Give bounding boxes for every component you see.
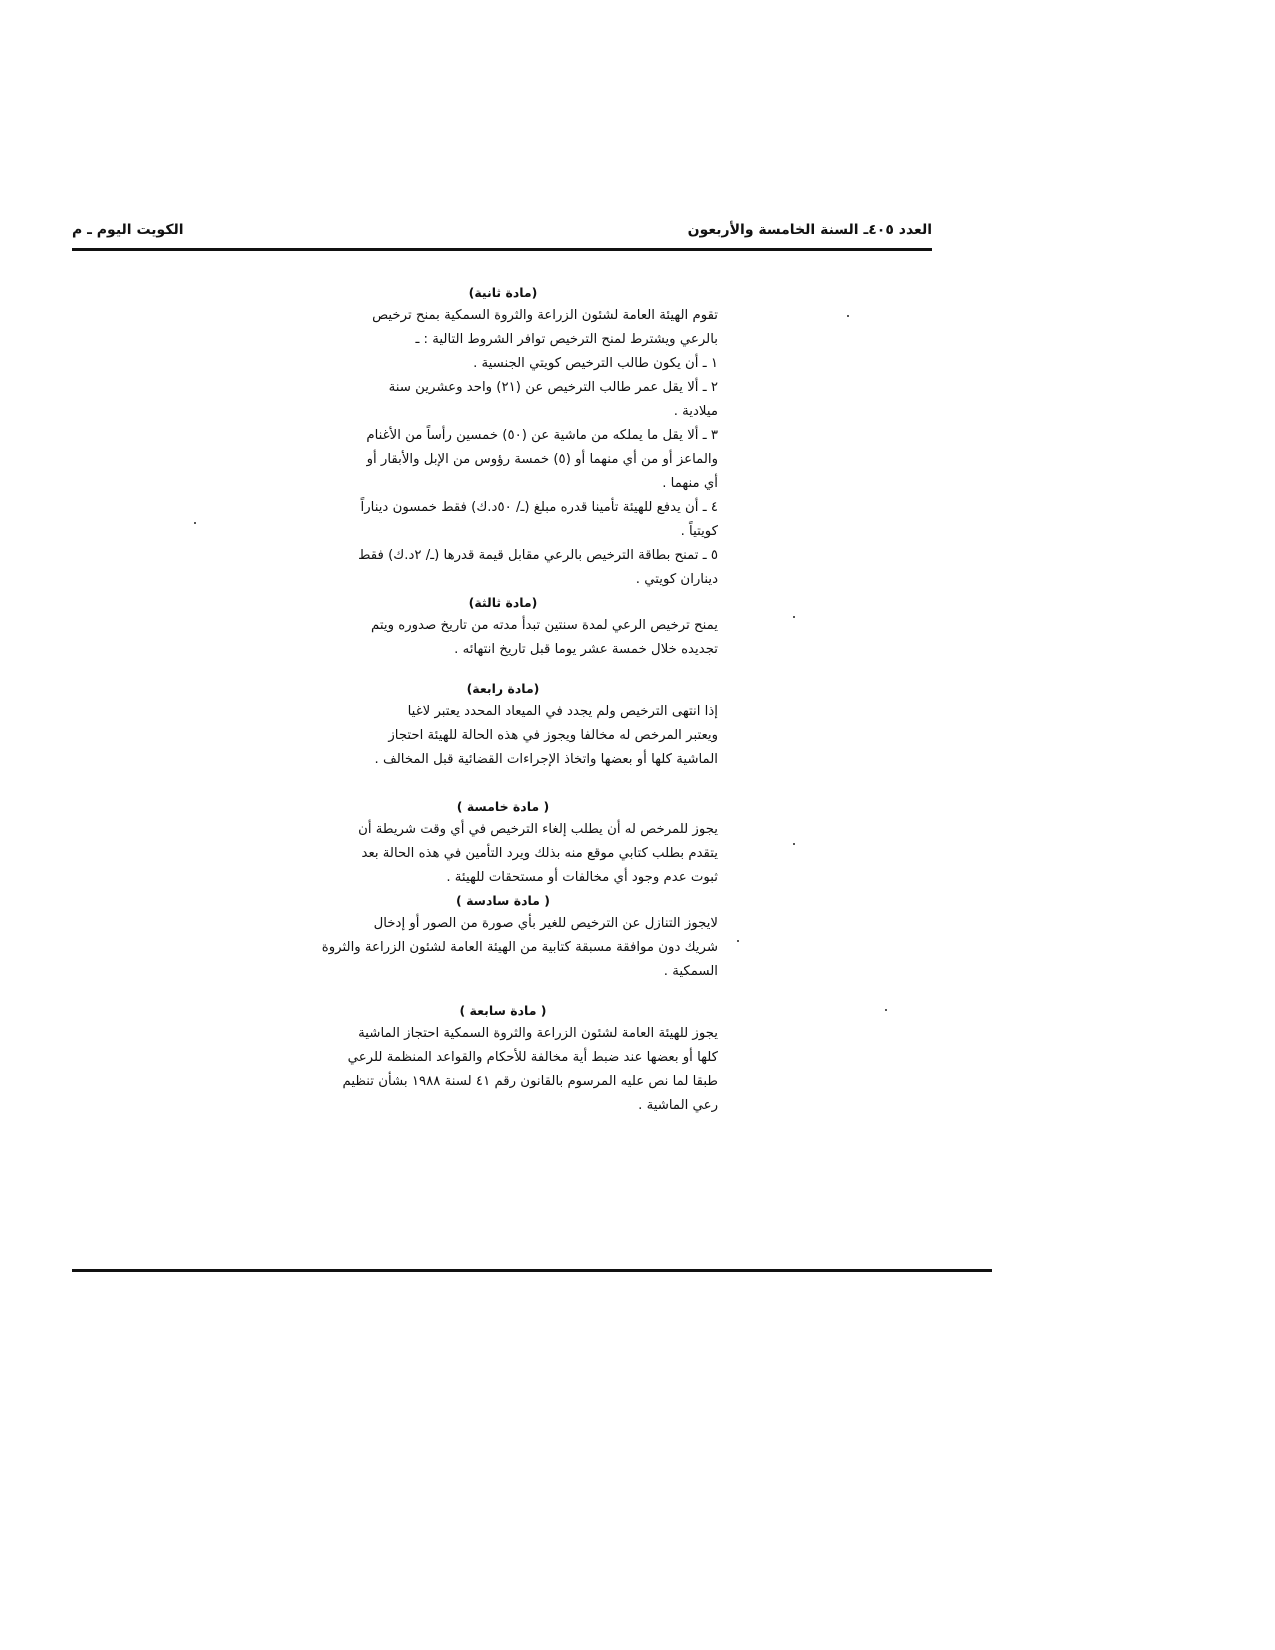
text-line: رعي الماشية .	[638, 1098, 718, 1113]
scan-speck	[793, 843, 795, 845]
issue-number: العدد ٤٠٥ـ السنة الخامسة والأربعون	[687, 222, 932, 238]
text-line: طبقا لما نص عليه المرسوم بالقانون رقم ٤١ لسنة ١٩٨٨ بشأن تنظيم	[342, 1074, 718, 1089]
text-line: يمنح ترخيص الرعي لمدة سنتين تبدأ مدته من تاريخ صدوره ويتم	[371, 618, 718, 633]
article-fifth	[288, 796, 718, 890]
condition-item: ٤ ـ أن يدفع للهيئة تأمينا قدره مبلغ (ـ/ ٥٠د.ك) فقط خمسون ديناراً	[360, 500, 718, 515]
text-line: ثبوت عدم وجود أي مخالفات أو مستحقات للهيئة .	[446, 870, 718, 885]
text-line: تجديده خلال خمسة عشر يوما قبل تاريخ انتهائه .	[454, 642, 718, 657]
text-line: كويتياً .	[680, 524, 718, 539]
text-line: لايجوز التنازل عن الترخيص للغير بأي صورة من الصور أو إدخال	[373, 916, 718, 931]
text-line: أي منهما .	[662, 476, 718, 491]
scan-speck	[847, 315, 849, 317]
text-line: إذا انتهى الترخيص ولم يجدد في الميعاد المحدد يعتبر لاغيا	[407, 704, 718, 719]
text-line: كلها أو بعضها عند ضبط أية مخالفة للأحكام والقواعد المنظمة للرعي	[347, 1050, 718, 1065]
scan-speck	[885, 1009, 887, 1011]
article-third	[288, 592, 718, 662]
text-line: والماعز أو من أي منهما أو (٥) خمسة رؤوس من الإبل والأبقار أو	[366, 452, 718, 467]
text-line: ديناران كويتي .	[635, 572, 718, 587]
article-title: (مادة ثالثة)	[468, 595, 538, 610]
article-seventh	[288, 1000, 718, 1118]
scan-speck	[737, 940, 739, 942]
condition-item: ١ ـ أن يكون طالب الترخيص كويتي الجنسية .	[473, 356, 718, 371]
page-header	[72, 222, 932, 251]
condition-item: ٥ ـ تمنح بطاقة الترخيص بالرعي مقابل قيمة قدرها (ـ/ ٢د.ك) فقط	[358, 548, 718, 563]
document-body	[288, 282, 718, 1118]
footer-rule	[72, 1269, 992, 1272]
article-title: (مادة ثانية)	[468, 285, 538, 300]
article-title: (مادة رابعة)	[466, 681, 540, 696]
text-line: الماشية كلها أو بعضها واتخاذ الإجراءات القضائية قبل المخالف .	[374, 752, 718, 767]
text-line: بالرعي ويشترط لمنح الترخيص توافر الشروط التالية : ـ	[415, 332, 718, 347]
text-line: يجوز للمرخص له أن يطلب إلغاء الترخيص في أي وقت شريطة أن	[358, 822, 718, 837]
article-fourth	[288, 678, 718, 772]
article-title: ( مادة خامسة )	[456, 799, 550, 814]
condition-item: ٢ ـ ألا يقل عمر طالب الترخيص عن (٢١) واحد وعشرين سنة	[388, 380, 718, 395]
condition-item: ٣ ـ ألا يقل ما يملكه من ماشية عن (٥٠) خمسين رأساً من الأغنام	[366, 428, 718, 443]
article-sixth	[288, 890, 718, 984]
text-line: يتقدم بطلب كتابي موقع منه بذلك ويرد التأمين في هذه الحالة بعد	[361, 846, 718, 861]
text-line: السمكية .	[663, 964, 718, 979]
text-line: ميلادية .	[673, 404, 718, 419]
text-line: تقوم الهيئة العامة لشئون الزراعة والثروة السمكية بمنح ترخيص	[372, 308, 718, 323]
scan-speck	[793, 616, 795, 618]
article-title: ( مادة سادسة )	[456, 893, 550, 908]
text-line: يجوز للهيئة العامة لشئون الزراعة والثروة السمكية احتجاز الماشية	[358, 1026, 718, 1041]
article-title: ( مادة سابعة )	[459, 1003, 547, 1018]
scan-speck	[194, 522, 196, 524]
text-line: ويعتبر المرخص له مخالفا ويجوز في هذه الحالة للهيئة احتجاز	[388, 728, 718, 743]
article-second	[288, 282, 718, 592]
text-line: شريك دون موافقة مسبقة كتابية من الهيئة العامة لشئون الزراعة والثروة	[321, 940, 718, 955]
publication-name: الكويت اليوم ـ م	[72, 222, 184, 238]
